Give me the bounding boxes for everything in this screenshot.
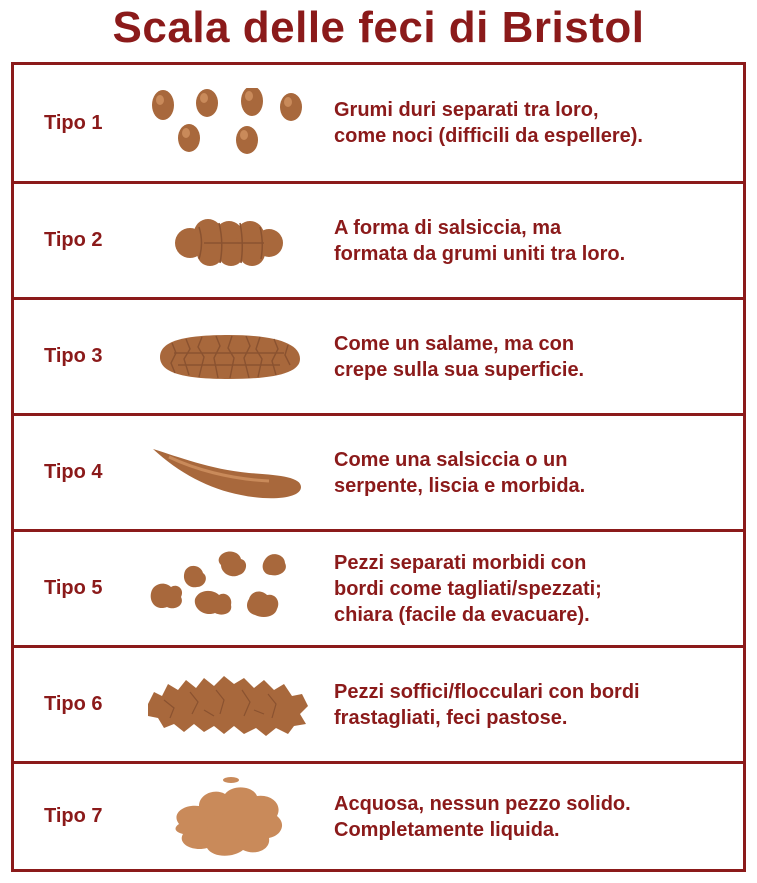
type-description <box>334 65 733 181</box>
scale-row-tipo-5 <box>14 529 743 645</box>
type-label: Tipo 4 <box>44 461 103 483</box>
description-line: Grumi duri separati tra loro, <box>334 99 599 121</box>
description-line: come noci (difficili da espellere). <box>334 125 643 147</box>
scale-row-tipo-7 <box>14 761 743 869</box>
bristol-scale-table <box>11 62 746 872</box>
description-line: A forma di salsiccia, ma <box>334 216 562 239</box>
scale-row-tipo-4 <box>14 413 743 529</box>
type-label: Tipo 1 <box>44 111 103 134</box>
mushy-pieces-icon <box>134 648 324 761</box>
type-label: Tipo 7 <box>44 805 103 827</box>
type-description <box>334 416 733 529</box>
scale-row-tipo-2 <box>14 181 743 297</box>
scale-row-tipo-6 <box>14 645 743 761</box>
type-description <box>334 764 733 869</box>
type-label: Tipo 2 <box>44 229 103 251</box>
type-label: Tipo 6 <box>44 693 103 715</box>
description-line: serpente, liscia e morbida. <box>334 474 586 497</box>
type-description <box>334 300 733 413</box>
soft-blobs-icon <box>134 532 324 645</box>
description-line: bordi come tagliati/spezzati; <box>334 577 602 600</box>
cracked-sausage-icon <box>134 300 324 413</box>
type-description <box>334 184 733 297</box>
description-line: Pezzi separati morbidi con <box>334 551 587 574</box>
description-line: frastagliati, feci pastose. <box>334 706 568 729</box>
description-line: crepe sulla sua superficie. <box>334 358 585 381</box>
description-line: Come un salame, ma con <box>334 332 575 355</box>
description-line: Pezzi soffici/flocculari con bordi <box>334 680 640 703</box>
description-line: Completamente liquida. <box>334 818 560 841</box>
type-label: Tipo 5 <box>44 577 103 599</box>
type-description <box>334 532 733 645</box>
description-line: formata da grumi uniti tra loro. <box>334 242 626 265</box>
watery-puddle-icon <box>134 764 324 869</box>
type-label: Tipo 3 <box>44 345 103 367</box>
lumpy-sausage-icon <box>134 184 324 297</box>
scale-row-tipo-3 <box>14 297 743 413</box>
description-line: Acquosa, nessun pezzo solido. <box>334 792 631 815</box>
type-description <box>334 648 733 761</box>
page-title: Scala delle feci di Bristol <box>112 3 645 52</box>
description-line: Come una salsiccia o un <box>334 448 568 471</box>
separate-hard-lumps-icon <box>134 65 324 181</box>
scale-row-tipo-1 <box>14 65 743 181</box>
smooth-snake-icon <box>134 416 324 529</box>
description-line: chiara (facile da evacuare). <box>334 603 590 626</box>
